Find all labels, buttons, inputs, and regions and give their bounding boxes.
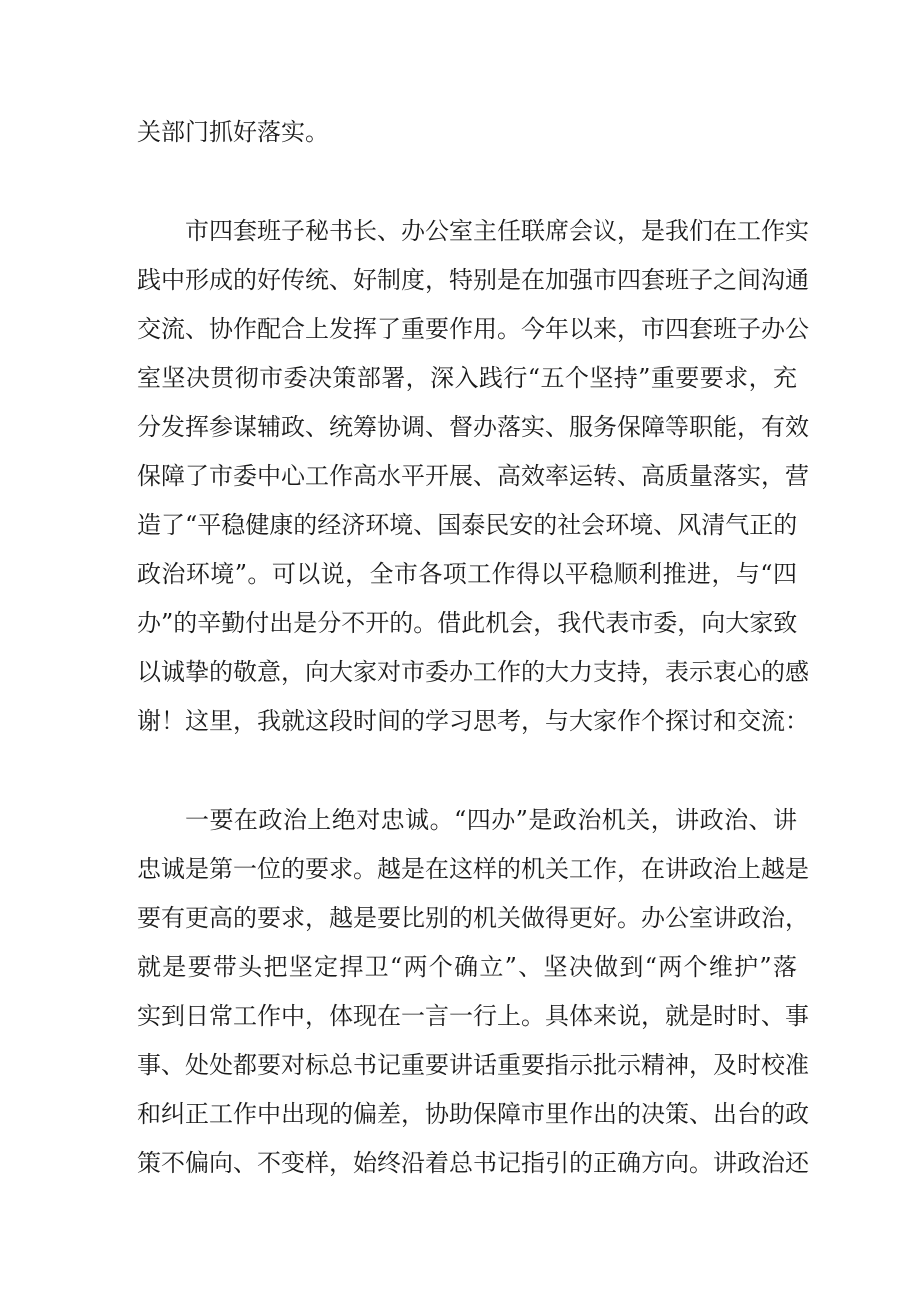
- paragraph-3-line-5: 实到日常工作中，体现在一言一行上。具体来说，就是时时、事: [137, 1002, 809, 1030]
- paragraph-2-line-7: 造了“平稳健康的经济环境、国泰民安的社会环境、风清气正的: [137, 511, 798, 539]
- paragraph-3-line-3: 要有更高的要求，越是要比别的机关做得更好。办公室讲政治，: [137, 904, 809, 932]
- paragraph-2-line-8: 政治环境”。可以说，全市各项工作得以平稳顺利推进，与“四: [137, 560, 797, 588]
- paragraph-1-line-1: 关部门抓好落实。: [137, 118, 329, 146]
- paragraph-2-line-11: 谢！这里，我就这段时间的学习思考，与大家作个探讨和交流：: [137, 707, 809, 735]
- paragraph-2-line-9: 办”的辛勤付出是分不开的。借此机会，我代表市委，向大家致: [137, 609, 798, 637]
- paragraph-2-line-2: 践中形成的好传统、好制度，特别是在加强市四套班子之间沟通: [137, 266, 809, 294]
- paragraph-3-line-4: 就是要带头把坚定捍卫“两个确立”、坚决做到“两个维护”落: [137, 953, 797, 981]
- paragraph-2-line-3: 交流、协作配合上发挥了重要作用。今年以来，市四套班子办公: [137, 315, 809, 343]
- paragraph-2-line-10: 以诚挚的敬意，向大家对市委办工作的大力支持，表示衷心的感: [137, 658, 809, 686]
- paragraph-2-line-4: 室坚决贯彻市委决策部署，深入践行“五个坚持”重要要求，充: [137, 364, 797, 392]
- paragraph-3-line-1: 一要在政治上绝对忠诚。“四办”是政治机关，讲政治、讲: [185, 806, 797, 834]
- paragraph-2-line-1: 市四套班子秘书长、办公室主任联席会议，是我们在工作实: [185, 217, 809, 245]
- paragraph-3-line-7: 和纠正工作中出现的偏差，协助保障市里作出的决策、出台的政: [137, 1100, 809, 1128]
- paragraph-2-line-6: 保障了市委中心工作高水平开展、高效率运转、高质量落实，营: [137, 462, 809, 490]
- paragraph-3-line-2: 忠诚是第一位的要求。越是在这样的机关工作，在讲政治上越是: [137, 855, 809, 883]
- paragraph-3-line-6: 事、处处都要对标总书记重要讲话重要指示批示精神，及时校准: [137, 1051, 809, 1079]
- paragraph-2-line-5: 分发挥参谋辅政、统筹协调、督办落实、服务保障等职能，有效: [137, 413, 809, 441]
- paragraph-3-line-8: 策不偏向、不变样，始终沿着总书记指引的正确方向。讲政治还: [137, 1149, 809, 1177]
